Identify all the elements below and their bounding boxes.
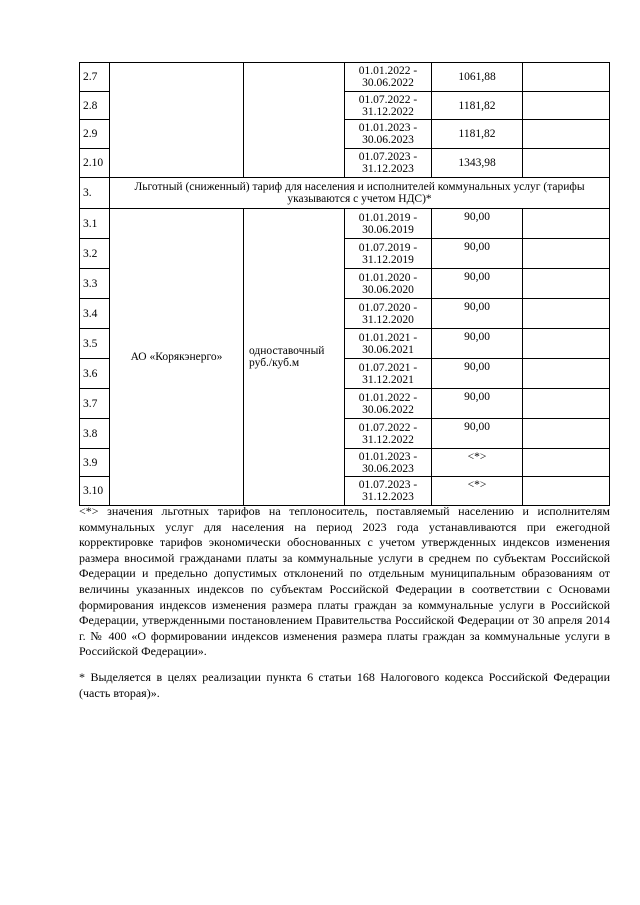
row-number: 3.2 [80,239,110,269]
row-number: 2.8 [80,92,110,120]
tariff-value: 90,00 [432,209,523,239]
tariff-value: 1181,82 [432,92,523,120]
tariff-value: <*> [432,477,523,506]
period-end: 31.12.2022 [362,105,414,118]
empty-cell [523,120,610,149]
empty-cell [523,477,610,506]
period-cell [345,269,432,299]
tariff-value: 1061,88 [432,63,523,92]
empty-cell [523,419,610,449]
period-start: 01.01.2020 - [358,271,418,284]
empty-cell [523,209,610,239]
section-number: 3. [80,178,110,209]
period-cell [345,239,432,269]
empty-cell [523,389,610,419]
footnote-vat-note: * Выделяется в целях реализации пункта 6 статьи 168 Налогового кодекса Российской Федерации (часть вторая)». [79,670,610,700]
row-number: 3.8 [80,419,110,449]
tariff-value: 90,00 [432,239,523,269]
period-start: 01.07.2021 - [358,361,418,374]
table-row [80,63,610,92]
organization-name: АО «Корякэнерго» [110,209,244,506]
empty-cell [523,239,610,269]
period-cell [345,63,432,92]
period-end: 30.06.2023 [362,134,414,146]
row-number: 3.10 [80,477,110,506]
footnote-star-note [79,504,610,660]
period-end: 31.12.2021 [362,373,414,386]
row-number: 3.4 [80,299,110,329]
period-start: 01.01.2019 - [358,211,418,224]
period-start: 01.07.2023 - [358,151,418,163]
period-start: 01.01.2022 - [358,65,418,77]
period-end: 30.06.2023 [362,462,414,475]
row-number: 2.9 [80,120,110,149]
period-end: 31.12.2020 [362,313,414,326]
period-cell [345,149,432,178]
empty-cell [523,449,610,477]
period-start: 01.07.2022 - [358,421,418,434]
empty-cell [523,149,610,178]
empty-cell [523,329,610,359]
period-end: 30.06.2020 [362,283,414,296]
empty-cell [523,269,610,299]
row-number: 2.10 [80,149,110,178]
period-cell [345,359,432,389]
period-start: 01.07.2022 - [358,93,418,106]
tariff-table [79,62,610,506]
tariff-value: 90,00 [432,329,523,359]
period-cell [345,329,432,359]
empty-cell [523,299,610,329]
row-number: 3.9 [80,449,110,477]
period-cell [345,477,432,506]
tariff-value: 90,00 [432,299,523,329]
tariff-value: 1181,82 [432,120,523,149]
row-number: 3.1 [80,209,110,239]
tariff-value: 90,00 [432,389,523,419]
period-cell [345,389,432,419]
period-cell [345,299,432,329]
period-cell [345,449,432,477]
tariff-value: 90,00 [432,269,523,299]
footnote-star-marker: <*> [79,504,99,518]
tariff-value: 1343,98 [432,149,523,178]
period-end: 31.12.2019 [362,253,414,266]
row-number: 3.6 [80,359,110,389]
row-number: 3.5 [80,329,110,359]
period-end: 31.12.2023 [362,163,414,175]
period-end: 30.06.2021 [362,343,414,356]
row-number: 3.7 [80,389,110,419]
period-start: 01.07.2023 - [358,479,418,491]
tariff-type: одноставочный руб./куб.м [244,209,345,506]
period-cell [345,120,432,149]
empty-cell [523,92,610,120]
row-number: 2.7 [80,63,110,92]
period-start: 01.01.2022 - [358,391,418,404]
table-row [80,209,610,239]
period-end: 30.06.2019 [362,223,414,236]
period-start: 01.01.2021 - [358,331,418,344]
section-header-row [80,178,610,209]
tariff-value: 90,00 [432,419,523,449]
period-end: 30.06.2022 [362,77,414,89]
section-title: Льготный (сниженный) тариф для населения и исполнителей коммунальных услуг (тарифы указываются с учетом НДС)* [110,178,610,209]
period-start: 01.07.2020 - [358,301,418,314]
footnote-star-text: значения льготных тарифов на теплоноситель, поставляемый населению и исполнителям коммунальных услуг для населения на период 2023 года устанавливаются при ежегодной корректировке тарифов экономически обоснованных с учетом утвержденных индексов изменения размера вносимой гражданами платы за коммунальные услуги в среднем по субъектам Российской Федерации и предельно допустимых отклонений по отдельным муниципальным образованиям от величины указанных индексов по субъектам Российской Федерации в соответствии с Основами формирования индексов изменения размера платы граждан за коммунальные услуги в Российской Федерации, утвержденными постановлением Правительства Российской Федерации от 30 апреля 2014 г. № 400 «О формировании индексов изменения размера платы граждан за коммунальные услуги в Российской Федерации». [79,504,610,659]
period-start: 01.01.2023 - [358,450,418,463]
period-cell [345,92,432,120]
empty-cell [523,63,610,92]
period-cell [345,419,432,449]
period-cell [345,209,432,239]
tariff-value: <*> [432,449,523,477]
period-end: 31.12.2023 [362,491,414,503]
period-start: 01.07.2019 - [358,241,418,254]
period-end: 31.12.2022 [362,433,414,446]
period-end: 30.06.2022 [362,403,414,416]
period-start: 01.01.2023 - [358,122,418,134]
empty-cell [523,359,610,389]
tariff-value: 90,00 [432,359,523,389]
organization-cell-empty [110,63,244,178]
row-number: 3.3 [80,269,110,299]
tariff-type-cell-empty [244,63,345,178]
